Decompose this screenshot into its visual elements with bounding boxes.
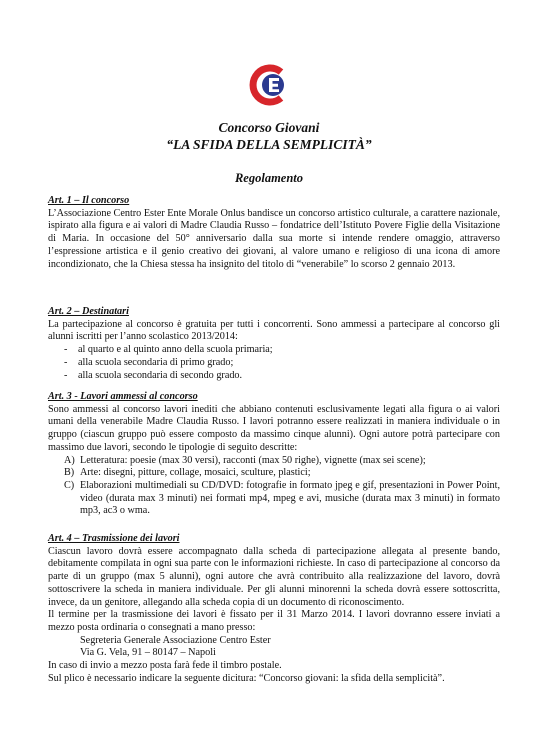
article-text-label: Sul plico è necessario indicare la seguente dicitura: “Concorso giovani: la sfida della semplicità”. <box>48 672 445 684</box>
list-item: - al quarto e al quinto anno della scuola primaria; <box>64 344 273 356</box>
address-line-2: Via G. Vela, 91 – 80147 – Napoli <box>80 647 216 659</box>
article-1 <box>48 195 500 271</box>
document-title: Concorso Giovani <box>218 120 320 135</box>
article-text: La partecipazione al concorso è gratuita per tutti i concorrenti. Sono ammessi a partecipare al concorso gli alunni iscritti per l’anno scolastico 2013/2014: <box>48 318 500 343</box>
article-heading: Art. 4 – Trasmissione dei lavori <box>48 533 180 544</box>
article-text-postmark: In caso di invio a mezzo posta farà fede il timbro postale. <box>48 660 282 672</box>
works-list <box>48 455 500 519</box>
centro-ester-logo <box>246 62 292 108</box>
article-heading: Art. 3 - Lavori ammessi al concorso <box>48 391 198 402</box>
article-2 <box>48 306 500 382</box>
list-item: A) Letteratura: poesie (max 30 versi), racconti (max 50 righe), vignette (max sei scene); <box>64 454 426 466</box>
article-text: L’Associazione Centro Ester Ente Morale Onlus bandisce un concorso artistico culturale, a carattere nazionale, ispirato alla figura e ai valori di Madre Claudia Russo – fondatrice dell’Istituto Povere Figlie della Visitazione di Maria. In occasione del 50° anniversario dalla sua morte si intende rendere omaggio, attraverso l’espressione artistica e il genio creativo dei giovani, al valore umano e religioso di una icona di amore incondizionato, che la Chiesa stessa ha insignito del titolo di “venerabile” lo scorso 2 gennaio 2013. <box>48 207 500 270</box>
recipients-list <box>48 344 500 382</box>
list-item: - alla scuola secondaria di primo grado; <box>64 356 234 368</box>
list-item: C) Elaborazioni multimediali su CD/DVD: fotografie in formato jpeg e gif, presentazioni in Power Point, video (durata max 3 minuti) nei formati mp4, mpeg e avi, musiche (durata max 3 minuti) in formato mp3, ac3 o wma. <box>64 479 500 517</box>
article-heading: Art. 2 – Destinatari <box>48 306 129 317</box>
article-text: Sono ammessi al concorso lavori inediti che abbiano contenuti esclusivamente legati alla figura o ai valori umani della venerabile Madre Claudia Russo. I lavori potranno essere realizzati in maniera individuale o in gruppo (ciascun gruppo può essere composto da massimo cinque alunni). Ogni autore potrà partecipare con massimo due lavori, secondo le tipologie di seguito descritte: <box>48 403 500 453</box>
logo-letter-mark <box>269 78 279 92</box>
list-item: B) Arte: disegni, pitture, collage, mosaici, sculture, plastici; <box>64 467 311 479</box>
article-3 <box>48 391 500 518</box>
article-heading: Art. 1 – Il concorso <box>48 195 130 206</box>
article-text: Ciascun lavoro dovrà essere accompagnato dalla scheda di partecipazione allegata al presente bando, debitamente compilata in ogni sua parte con le informazioni richieste. In caso di partecipazione al concorso da parte di un gruppo (max 5 alunni), ogni autore che avrà contribuito alla realizzazione del lavoro, dovrà sottoscrivere la scheda in maniera individuale. Per gli alunni minorenni la scheda dovrà essere sottoscritta, invece, da un genitore, allegando alla scheda copia di un documento di riconoscimento. <box>48 545 500 608</box>
document-subtitle: “LA SFIDA DELLA SEMPLICITÀ” <box>166 137 372 152</box>
address-line-1: Segreteria Generale Associazione Centro Ester <box>80 634 271 646</box>
article-text-deadline: Il termine per la trasmissione dei lavori è fissato per il 31 Marzo 2014. I lavori dovranno essere inviati a mezzo posta ordinaria o consegnati a mano presso: <box>48 609 500 633</box>
list-item: - alla scuola secondaria di secondo grado. <box>64 369 243 381</box>
section-title: Regolamento <box>234 171 304 185</box>
article-4 <box>48 533 500 685</box>
